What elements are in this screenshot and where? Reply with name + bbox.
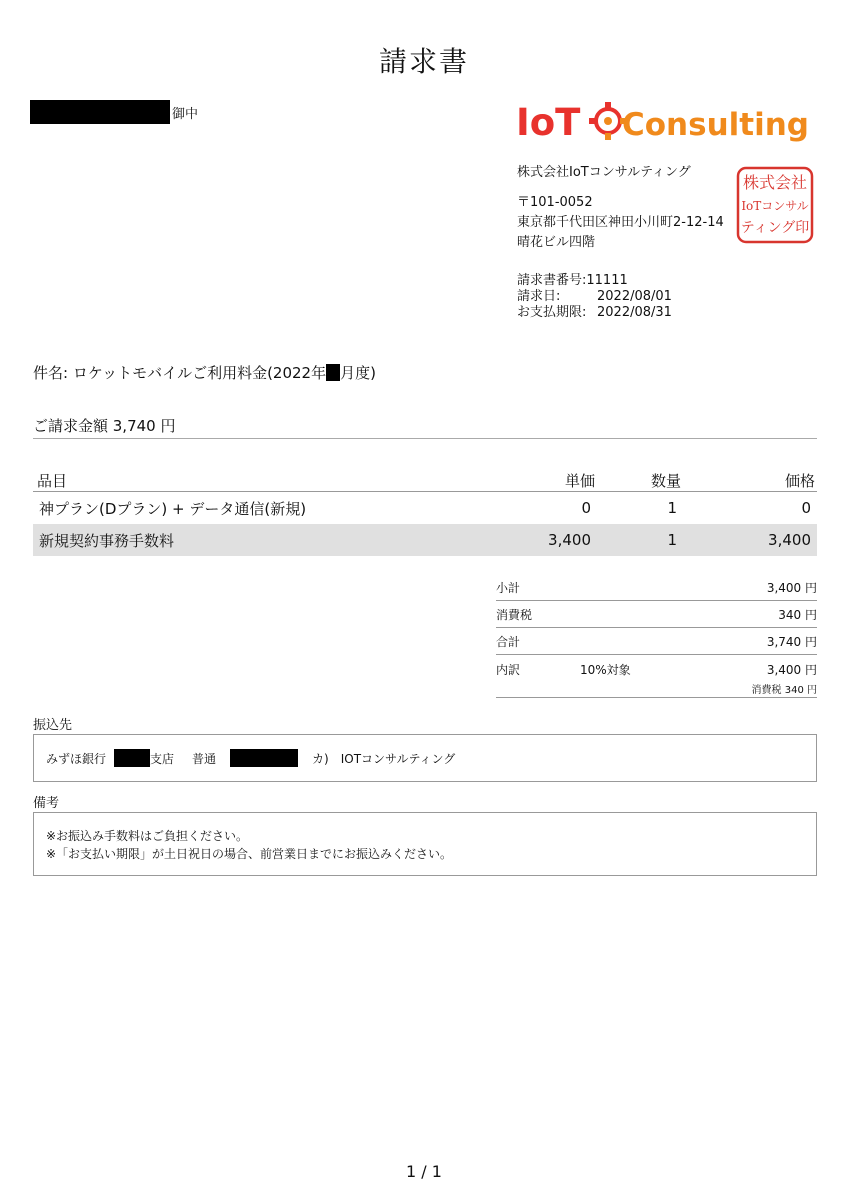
redacted-month bbox=[326, 364, 340, 381]
breakdown-row bbox=[496, 655, 817, 698]
breakdown-amount: 3,400 円 bbox=[766, 663, 817, 677]
breakdown-rate: 10%対象 bbox=[580, 663, 631, 677]
company-seal-stamp bbox=[736, 166, 814, 244]
meta-value: 2022/08/01 bbox=[597, 289, 672, 304]
issuer-address-line1: 東京都千代田区神田小川町2-12-14 bbox=[517, 215, 724, 230]
meta-row-due bbox=[517, 305, 672, 321]
breakdown-label: 内訳 bbox=[496, 663, 521, 677]
items-header-row bbox=[33, 470, 817, 492]
stamp-line-2: IoTコンサル bbox=[741, 199, 809, 213]
item-price: 3,400 bbox=[683, 524, 817, 556]
breakdown-tax: 消費税 340 円 bbox=[751, 685, 817, 696]
company-logo bbox=[516, 98, 820, 144]
recipient-suffix: 御中 bbox=[172, 106, 199, 122]
item-qty: 1 bbox=[597, 524, 683, 556]
branch-suffix: 支店 bbox=[150, 751, 175, 766]
page-number: 1 / 1 bbox=[406, 1162, 442, 1181]
bank-section-label: 振込先 bbox=[33, 718, 73, 733]
item-name: 神プラン(Dプラン) + データ通信(新規) bbox=[39, 499, 307, 518]
header-item: 品目 bbox=[33, 470, 453, 492]
remarks-box bbox=[33, 812, 817, 876]
totals-summary bbox=[496, 574, 817, 698]
items-table bbox=[33, 470, 817, 556]
tax-label: 消費税 bbox=[496, 607, 533, 622]
divider bbox=[33, 438, 817, 439]
item-unit-price: 3,400 bbox=[453, 524, 597, 556]
tax-value: 340 円 bbox=[778, 607, 817, 622]
bank-info-box bbox=[33, 734, 817, 782]
invoice-subject bbox=[33, 362, 376, 383]
meta-label: 請求書番号: bbox=[517, 273, 587, 288]
bank-name: みずほ銀行 bbox=[46, 751, 107, 766]
subtotal-value: 3,400 円 bbox=[766, 580, 817, 595]
logo-text-iot: IoT bbox=[516, 101, 581, 144]
redacted-branch bbox=[114, 749, 150, 767]
remark-line: ※「お支払い期限」が土日祝日の場合、前営業日までにお振込みください。 bbox=[46, 847, 453, 861]
subtotal-label: 小計 bbox=[496, 580, 521, 595]
meta-label: 請求日: bbox=[517, 289, 561, 304]
total-label: 合計 bbox=[496, 634, 521, 649]
total-value: 3,740 円 bbox=[766, 634, 817, 649]
header-unit-price: 単価 bbox=[453, 470, 597, 492]
document-title: 請求書 bbox=[378, 45, 469, 78]
stamp-line-1: 株式会社 bbox=[742, 173, 808, 192]
subject-suffix: 月度) bbox=[340, 364, 376, 382]
issuer-postal: 〒101-0052 bbox=[517, 195, 593, 210]
table-row bbox=[33, 492, 817, 525]
account-holder: カ) IOTコンサルティング bbox=[312, 751, 456, 766]
issuer-company: 株式会社IoTコンサルティング bbox=[517, 165, 691, 180]
item-name: 新規契約事務手数料 bbox=[33, 524, 453, 556]
subtotal-row bbox=[496, 574, 817, 601]
item-unit-price: 0 bbox=[581, 499, 591, 517]
remarks-section-label: 備考 bbox=[33, 796, 60, 811]
meta-value: 2022/08/31 bbox=[597, 305, 672, 320]
remark-line: ※お振込み手数料はご負担ください。 bbox=[46, 829, 249, 843]
header-qty: 数量 bbox=[597, 470, 683, 492]
subject-prefix: 件名: ロケットモバイルご利用料金(2022年 bbox=[33, 364, 327, 382]
meta-label: お支払期限: bbox=[517, 305, 587, 320]
meta-row-date bbox=[517, 289, 672, 305]
redacted-recipient-name bbox=[30, 100, 170, 124]
header-price: 価格 bbox=[683, 470, 817, 492]
redacted-account-number bbox=[230, 749, 298, 767]
item-price: 0 bbox=[801, 499, 811, 517]
invoice-meta bbox=[517, 273, 672, 321]
issuer-address-line2: 晴花ビル四階 bbox=[517, 235, 596, 250]
item-qty: 1 bbox=[667, 499, 677, 517]
table-row bbox=[33, 524, 817, 556]
meta-row-number bbox=[517, 273, 672, 289]
tax-row bbox=[496, 601, 817, 628]
recipient bbox=[30, 100, 198, 124]
stamp-line-3: ティング印 bbox=[740, 220, 810, 236]
total-row bbox=[496, 628, 817, 655]
invoice-amount: ご請求金額 3,740 円 bbox=[33, 417, 176, 435]
account-type: 普通 bbox=[192, 751, 217, 766]
meta-value: 11111 bbox=[586, 273, 628, 288]
logo-text-consulting: Consulting bbox=[622, 107, 809, 143]
issuer-address bbox=[517, 193, 724, 253]
